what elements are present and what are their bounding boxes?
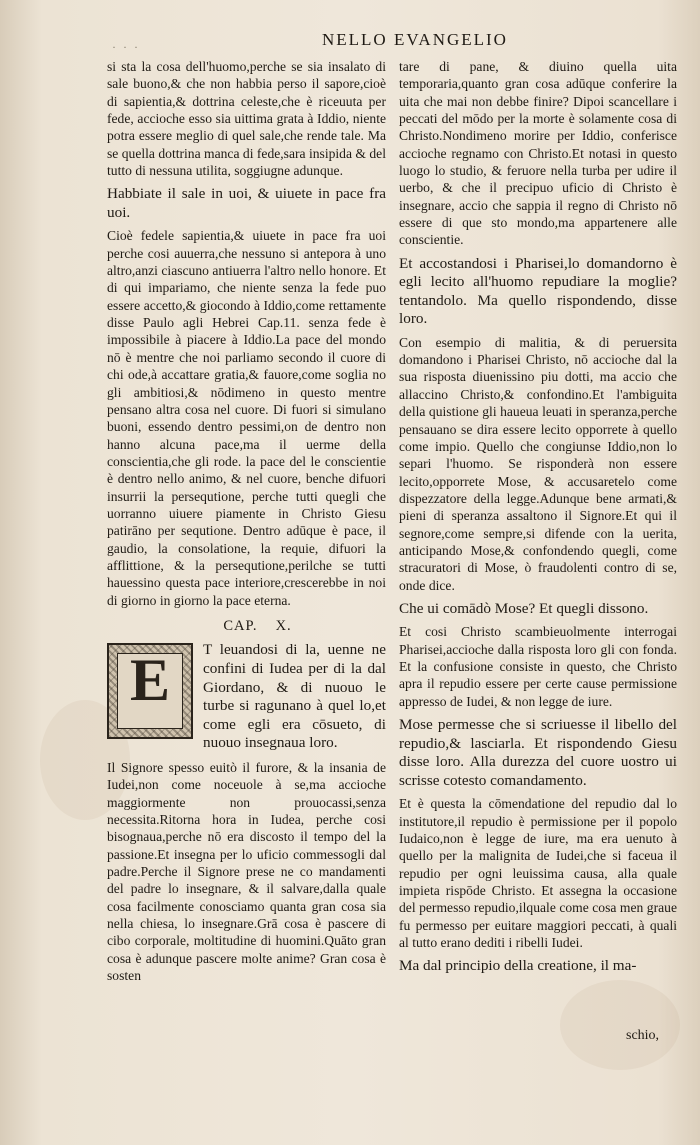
- paper-stain: [560, 980, 680, 1070]
- running-head: NELLO EVANGELIO: [322, 30, 508, 49]
- right-column: [399, 58, 677, 981]
- scripture-verse: Habbiate il sale in uoi, & uiuete in pace fra uoi.: [107, 185, 386, 221]
- commentary-paragraph: Et cosi Christo scambieuolmente interrogai Pharisei,accioche dalla risposta loro gli con fonda. Et la confusione consiste in questo, che Christo apra il repudio essere per certe cause permissione appresso de Iudei, & non legge de iure.: [399, 624, 677, 709]
- commentary-paragraph: Et è questa la cōmendatione del repudio dal lo institutore,il repudio è permissione per il popolo Iudaico,non è legge de iure, ma era uenuto à quello per la malignita de Iudei,che si faceua il repudio per ogni leuissima causa, alla quale impieta rispōde Christo. Et assegna la occasione del permesso repudio,ilquale come cosa men graue fu permesso per euitare maggiori peccati, à quali al tutto erano dediti i ribelli Iudei.: [399, 796, 677, 950]
- scripture-verse: Mose permesse che si scriuesse il libello del repudio,& lasciarla. Et rispondendo Giesu disse loro. Alla durezza del cuore uostro ui scrisse cotesto comandamento.: [399, 716, 677, 789]
- commentary-paragraph: Con esempio di malitia, & di peruersita domandono i Pharisei Christo, nō accioche dal la sua risposta diuenissino piu dotti, ma accio che allaccino Christo,& confondino.Et l'ambiguita della quistione gli haueua leuati in speranza,perche pensauano se dira essere lecito opporrete à quello come impio. Quello che congiunse Iddio,non lo separi l'huomo. Se risponderà non essere lecito,opporrete Mose, & accusaretelo come dispezzatore della legge.Adunque bene armati,& pieni di speranza assaltono il Signore.Et qui il segnore,come sempre,si difende con la uerita, anticipando Mose,& confondendo quegli, come stracuratori di Mose, ò fraudolenti contro di se, onde dice.: [399, 334, 677, 593]
- folio-marks: · · ·: [112, 40, 140, 54]
- chapter-number: X.: [275, 617, 292, 634]
- chapter-label: CAP.: [223, 617, 258, 634]
- right-paragraph: tare di pane, & diuino quella uita temporaria,quanto gran cosa adūque conferire la uita che mai non debbe finire? Dipoi scancellare i peccati del mōdo per la morte è solamente cosa di Christo.Nondimeno morire per Iddio, conferisce accioche regnamo con Christo.Et notasi in questo luogo lo studio, & feruore nella turba per udire il uerbo, & che il precipuo uficio di Christo è insegnare, accio che sappia il regno di Christo nō essere di que sto mondo,ma appartenere alle conscientie.: [399, 59, 677, 248]
- chapter-opening: [107, 641, 386, 753]
- scripture-verse: Et accostandosi i Pharisei,lo domandorno è egli lecito all'huomo repudiare la moglie? tentandolo. Ma quello rispondendo, disse loro.: [399, 254, 677, 328]
- scripture-verse: Che ui comādò Mose? Et quegli dissono.: [399, 599, 649, 617]
- catchword: schio,: [626, 1028, 660, 1043]
- chapter-heading: [107, 618, 386, 635]
- left-paragraph: si sta la cosa dell'huomo,perche se sia insalato di sale buono,& che non habbia perso il sapore,cioè di sapientia,& dottrina celeste,che è riceuuta per fede, accioche esso sia uittima grata à Iddio, niente potra essere meglio di quel sale,che rende tale. Ma se quella dottrina manca di fede,sara insipida & del tutto di nessuna utilita, soggiugne adunque.: [107, 59, 386, 179]
- scripture-verse: Ma dal principio della creatione, il ma-: [399, 957, 637, 975]
- initial-letter: E: [129, 647, 171, 714]
- chapter-opening-text: T leuandosi di la, uenne ne confini di Iudea per di la dal Giordano, & di nuouo le turbe si ragunano à quel lo,et come egli era cōsueto, di nuouo insegnaua loro.: [203, 641, 386, 752]
- commentary-paragraph: Cioè fedele sapientia,& uiuete in pace fra uoi perche cosi auuerra,che nessuno si antepora à uno altro,anzi ciascuno antiuerra l'altro nello honore. Et di qui impariamo, che niente senza la fede puo essere accetto,& giocondo à Iddio,come rettamente disse Paulo agli Hebrei Cap.11. senza fede è impossibile à piacere à Iddio.La pace del mondo nō è mentre che noi parliamo secondo il cuore di chi ode,à accattare gratia,& fauore,come soglia no gli ambitiosi,& nōdimeno in questo mentre pensano altra cosa nel cuore. Di fuori si simulano buoni, essendo dentro pessimi,on de dentro non hanno alcuna pace,ma il uerme della conscientia,che gli rode. la pace del le conscientie è dentro nello animo, & nel cuore, benche difuori insurrii la persequtione, perche tutti quegli che uorranno uiuere piamente in Christo Giesu patirāno per sequtione. Dentro adūque è pace, il gaudio, la consolatione, la requie, difuori la afflittione, & la persequtione,perilche se tutti hauessino questa pace interiore,crescerebbe in noi di giorno in giorno la pace eterna.: [107, 228, 386, 608]
- left-column: [107, 58, 386, 984]
- commentary-paragraph: Il Signore spesso euitò il furore, & la insania de Iudei,non come noceuole à se,ma accioche maggiormente non prouocassi,senza necessita.Ritorna hora in Iudea, perche cosi bisognaua,perche nō era discosto il tempo del la passione.Et insegna per lo uficio commessogli dal padre.Perche il Signore prese ne co mandamenti del padre lo insegnare, & il salvare,dalla quale cosa facilmente conosciamo quanta gran cosa sia nella chiesa, lo insegnare.Grā cosa è pascere di cibo corporale, moltitudine di huomini.Quāto gran cosa è adunque pascere molte anime? Gran cosa è sosten: [107, 759, 386, 983]
- decorated-initial: [107, 643, 193, 739]
